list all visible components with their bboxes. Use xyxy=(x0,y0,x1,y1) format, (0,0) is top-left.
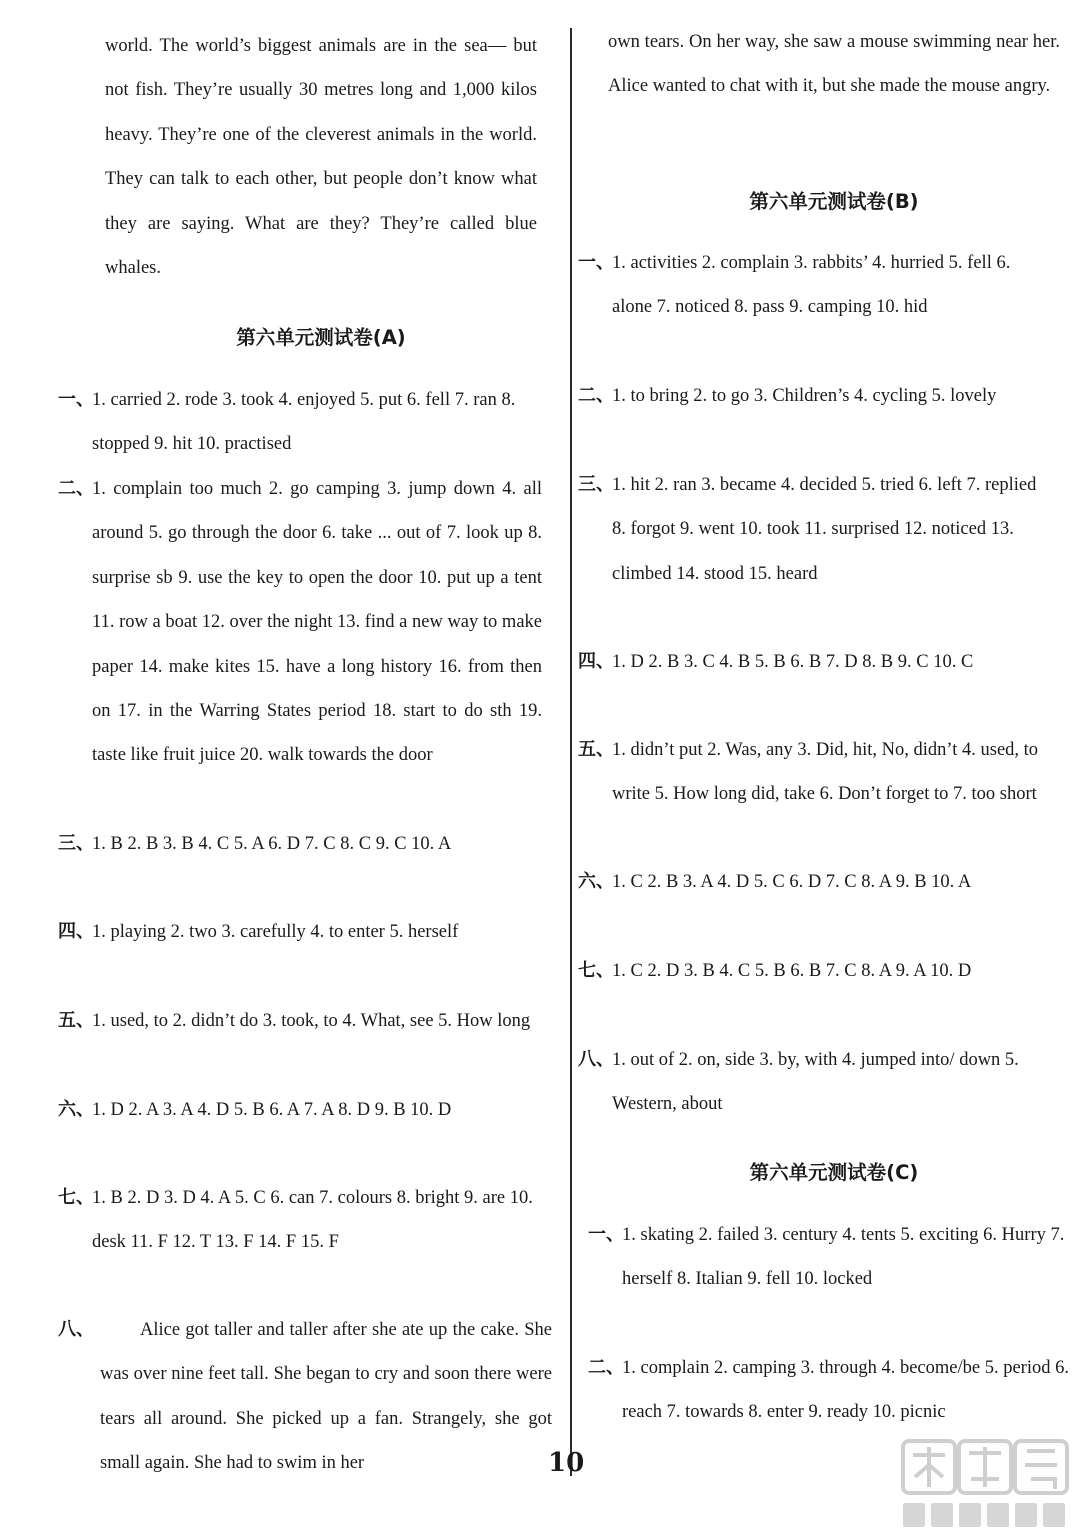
answer-text: 1. complain 2. camping 3. through 4. become/be 5. period 6. reach 7. towards 8. enter 9. ready 10. picnic xyxy=(622,1358,1069,1423)
watermark-logo xyxy=(895,1433,1071,1533)
answer-group xyxy=(588,1213,1072,1302)
answer-text: 1. carried 2. rode 3. took 4. enjoyed 5. put 6. fell 7. ran 8. stopped 9. hit 10. practised xyxy=(92,390,516,455)
answer-text: 1. D 2. A 3. A 4. D 5. B 6. A 7. A 8. D 9. B 10. D xyxy=(92,1100,452,1120)
section-heading-c: 第六单元测试卷(C) xyxy=(749,1161,919,1184)
question-number: 八、 xyxy=(578,1049,614,1070)
question-number: 一、 xyxy=(58,389,94,410)
question-number: 三、 xyxy=(578,474,614,495)
answer-group xyxy=(578,728,1072,817)
answer-text: 1. D 2. B 3. C 4. B 5. B 6. B 7. D 8. B 9. C 10. C xyxy=(612,652,974,672)
answer-group xyxy=(578,949,1052,993)
section-heading-a: 第六单元测试卷(A) xyxy=(236,326,406,349)
answer-text: 1. activities 2. complain 3. rabbits’ 4. hurried 5. fell 6. alone 7. noticed 8. pass 9. camping 10. hid xyxy=(612,253,1011,318)
answer-group xyxy=(58,1176,537,1265)
reading-passage-continued: world. The world’s biggest animals are in the sea— but not fish. They’re usually 30 metres long and 1,000 kilos heavy. They’re one of the cleverest animals in the world. They can talk to each other, but people don’t know what they are saying. What are they? They’re called blue whales. xyxy=(105,36,537,279)
answer-group xyxy=(578,241,1052,330)
question-number: 八、 xyxy=(58,1319,94,1340)
answer-text: 1. C 2. D 3. B 4. C 5. B 6. B 7. C 8. A 9. A 10. D xyxy=(612,961,972,981)
answer-group xyxy=(58,378,532,467)
answer-group xyxy=(58,910,532,954)
answer-group xyxy=(58,1088,532,1132)
answer-text: 1. out of 2. on, side 3. by, with 4. jumped into/ down 5. Western, about xyxy=(612,1050,1019,1115)
answer-group xyxy=(578,640,1052,684)
answer-group xyxy=(58,999,547,1043)
question-number: 五、 xyxy=(58,1010,94,1031)
question-number: 七、 xyxy=(58,1187,94,1208)
answer-text: 1. skating 2. failed 3. century 4. tents 5. exciting 6. Hurry 7. herself 8. Italian 9. fell 10. locked xyxy=(622,1225,1065,1290)
question-number: 五、 xyxy=(578,739,614,760)
answer-group xyxy=(588,1346,1072,1435)
question-number: 六、 xyxy=(578,871,614,892)
answer-group xyxy=(58,822,532,866)
answer-group xyxy=(578,1038,1072,1127)
question-number: 四、 xyxy=(578,651,614,672)
answer-text: 1. used, to 2. didn’t do 3. took, to 4. What, see 5. How long xyxy=(92,1011,531,1031)
question-number: 二、 xyxy=(58,478,94,499)
question-number: 七、 xyxy=(578,960,614,981)
column-divider xyxy=(570,28,572,1476)
answer-group xyxy=(578,374,1052,418)
story-continued: own tears. On her way, she saw a mouse swimming near her. Alice wanted to chat with it, but she made the mouse angry. xyxy=(608,32,1060,97)
answer-text: 1. to bring 2. to go 3. Children’s 4. cycling 5. lovely xyxy=(612,386,997,406)
answer-text: 1. playing 2. two 3. carefully 4. to enter 5. herself xyxy=(92,922,459,942)
answer-text: 1. C 2. B 3. A 4. D 5. C 6. D 7. C 8. A 9. B 10. A xyxy=(612,872,972,892)
question-number: 一、 xyxy=(578,252,614,273)
question-number: 六、 xyxy=(58,1099,94,1120)
page-number: 10 xyxy=(548,1448,585,1478)
answer-text: 1. hit 2. ran 3. became 4. decided 5. tried 6. left 7. replied 8. forgot 9. went 10. took 11. surprised 12. noticed 13. climbed 14. stood 15. heard xyxy=(612,475,1037,584)
question-number: 二、 xyxy=(588,1357,624,1378)
answer-text: Alice got taller and taller after she ate up the cake. She was over nine feet tall. She began to cry and soon there were tears all around. She picked up a fan. Strangely, she got small again. She had to swim in her xyxy=(100,1320,552,1474)
answer-group xyxy=(58,1308,552,1486)
question-number: 四、 xyxy=(58,921,94,942)
answer-text: 1. didn’t put 2. Was, any 3. Did, hit, No, didn’t 4. used, to write 5. How long did, take 6. Don’t forget to 7. too short xyxy=(612,740,1039,805)
question-number: 二、 xyxy=(578,385,614,406)
answer-group xyxy=(578,860,1052,904)
answer-group xyxy=(578,463,1052,596)
answer-text: 1. B 2. B 3. B 4. C 5. A 6. D 7. C 8. C 9. C 10. A xyxy=(92,834,452,854)
answer-text: 1. complain too much 2. go camping 3. jump down 4. all around 5. go through the door 6. take ... out of 7. look up 8. surprise sb 9. use the key to open the door 10. put up a tent 11. row a boat 12. over the night 13. find a new way to make paper 14. make kites 15. have a long history 16. from then on 17. in the Warring States period 18. start to do sth 19. taste like fruit juice 20. walk towards the door xyxy=(92,479,542,766)
answer-text: 1. B 2. D 3. D 4. A 5. C 6. can 7. colours 8. bright 9. are 10. desk 11. F 12. T 13. F 14. F 15. F xyxy=(92,1188,533,1253)
section-heading-b: 第六单元测试卷(B) xyxy=(749,190,919,213)
question-number: 一、 xyxy=(588,1224,624,1245)
answer-group xyxy=(58,467,542,778)
question-number: 三、 xyxy=(58,833,94,854)
